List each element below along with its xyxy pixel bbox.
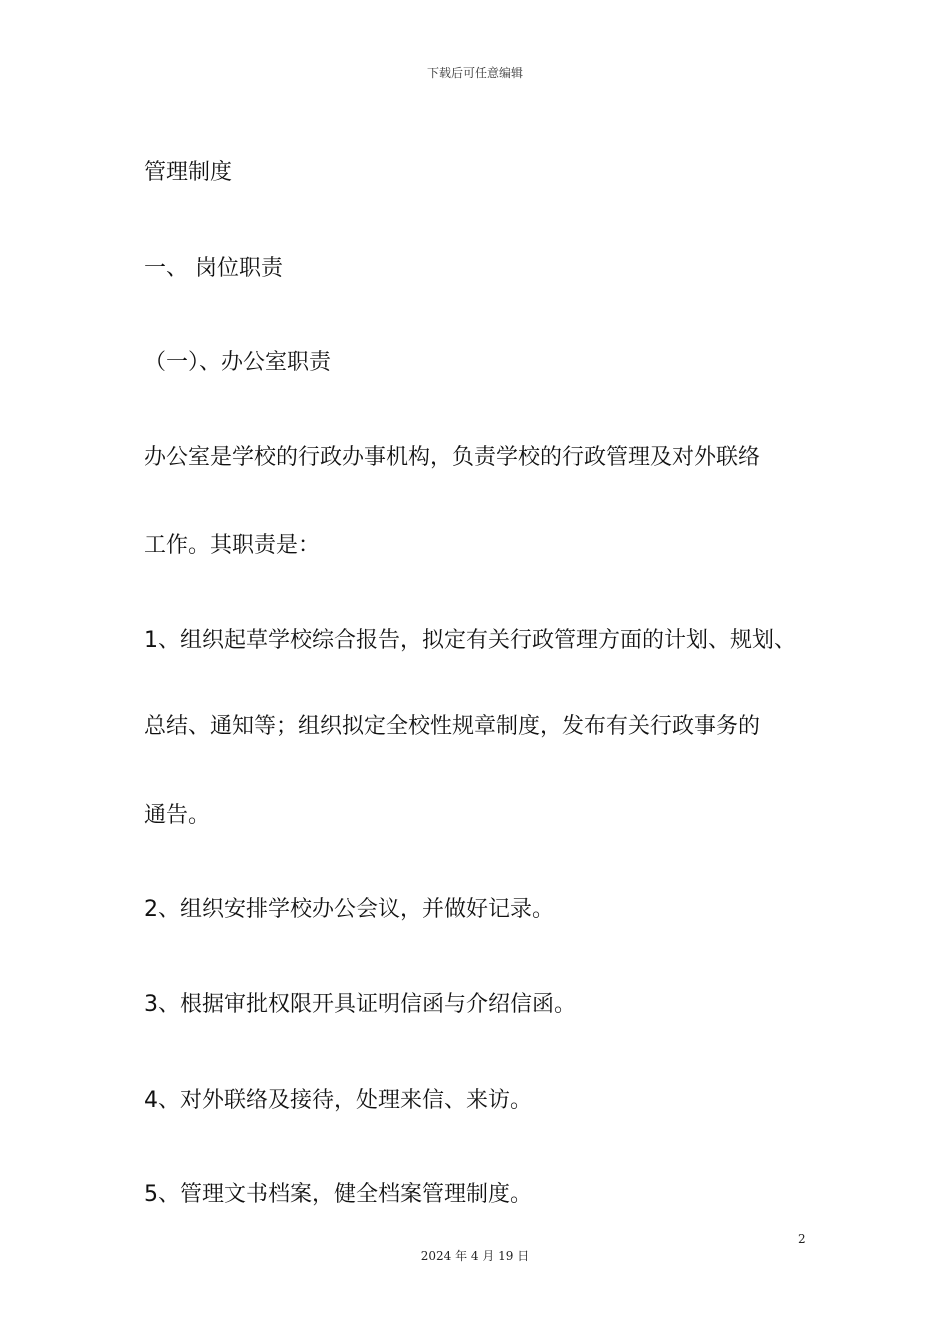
list-item-1-line-3: 通告。 [144, 803, 211, 828]
list-item-3: 3、根据审批权限开具证明信函与介绍信函。 [144, 992, 576, 1017]
page-header: 下载后可任意编辑 [426, 66, 523, 80]
section-heading: 一、 岗位职责 [144, 256, 283, 281]
list-item-1-line-1: 1、组织起草学校综合报告，拟定有关行政管理方面的计划、规划、 [144, 628, 796, 653]
list-item-1-line-2: 总结、通知等；组织拟定全校性规章制度，发布有关行政事务的 [144, 714, 761, 739]
document-title: 管理制度 [144, 160, 233, 185]
page-number: 2 [798, 1232, 806, 1246]
footer-date: 2024 年 4 月 19 日 [420, 1249, 530, 1263]
intro-paragraph-line-2: 工作。其职责是： [144, 533, 321, 558]
subsection-heading: （一）、办公室职责 [144, 350, 332, 375]
intro-paragraph-line-1: 办公室是学校的行政办事机构，负责学校的行政管理及对外联络 [144, 445, 761, 470]
list-item-4: 4、对外联络及接待，处理来信、来访。 [144, 1088, 532, 1113]
list-item-2: 2、组织安排学校办公会议，并做好记录。 [144, 897, 554, 922]
list-item-5: 5、管理文书档案，健全档案管理制度。 [144, 1182, 532, 1207]
